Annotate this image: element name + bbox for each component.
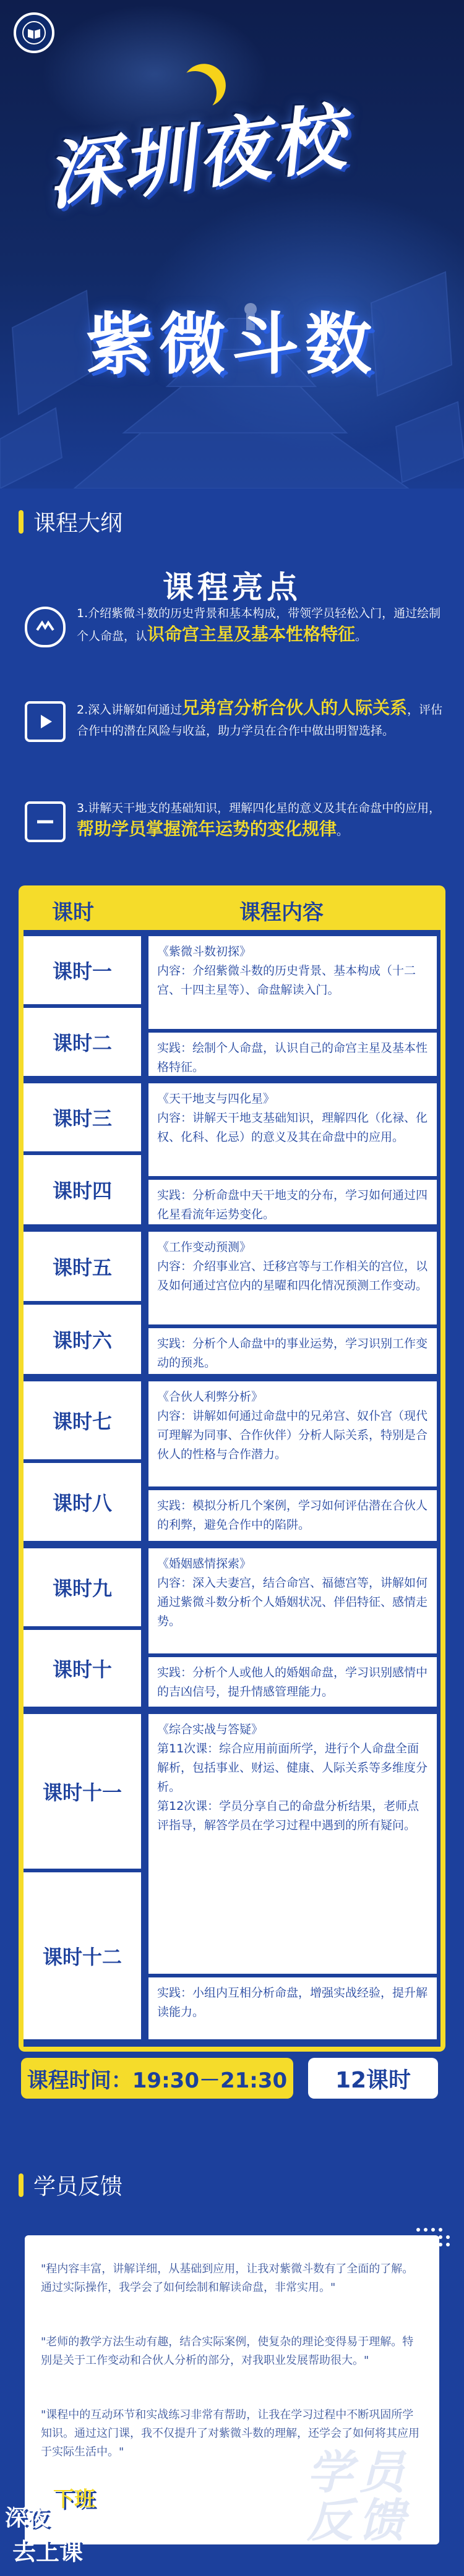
sticker-text: 去上课	[12, 2538, 84, 2565]
outline-section-label: 课程大纲	[33, 511, 123, 536]
course-time-badge: 课程时间：19:30－21:30	[21, 2058, 293, 2099]
table-header-row	[24, 890, 440, 930]
section-marker	[19, 510, 24, 534]
highlight-text-2: 2.深入讲解如何通过兄弟宫分析合伙人的人际关系，评估合作中的潜在风险与收益，助力学员在合作中做出明智选择。	[77, 697, 443, 738]
course-time-row	[19, 2053, 445, 2105]
content-cell: 实践：分析个人命盘中的事业运势，学习识别工作变动的预兆。	[148, 1328, 437, 1374]
presentation-icon	[25, 701, 66, 742]
lesson-cell: 课时八	[24, 1463, 141, 1541]
highlight-text-1: 1.介绍紫微斗数的历史背景和基本构成，带领学员轻松入门，通过绘制个人命盘，认识命宫主星及基本性格特征。	[77, 607, 441, 644]
feedback-section-label: 学员反馈	[33, 2174, 123, 2199]
content-cell: 实践：模拟分析几个案例，学习如何评估潜在合伙人的利弊，避免合作中的陷阱。	[148, 1490, 437, 1541]
feedback-section-header	[19, 2169, 122, 2201]
column-header-content: 课程内容	[239, 900, 324, 925]
lesson-cell: 课时四	[24, 1155, 141, 1224]
sticker-text: 深夜	[5, 2506, 50, 2531]
feedback-quote: "课程中的互动环节和实战练习非常有帮助，让我在学习过程中不断巩固所学知识。通过这门课，我不仅提升了对紫微斗数的理解，还学会了如何将其应用于实际生活中。"	[41, 2408, 419, 2459]
hero-title-line2: 紫微斗数	[85, 306, 378, 383]
outline-section-header	[19, 506, 122, 537]
feedback-watermark: 学员反馈	[307, 2446, 411, 2548]
lesson-cell: 课时五	[24, 1232, 141, 1301]
content-cell: 《综合实战与答疑》 第11次课：综合应用前面所学，进行个人命盘全面解析，包括事业、财运、健康、人际关系等多维度分析。 第12次课：学员分享自己的命盘分析结果，老师点评指导，解答学员在学习过程中遇到的所有疑问。	[148, 1714, 437, 1974]
hero-banner	[0, 0, 464, 488]
lesson-cell: 课时十二	[24, 1872, 141, 2039]
lesson-cell: 课时十	[24, 1630, 141, 1707]
section-marker	[19, 2173, 24, 2197]
lesson-cell: 课时七	[24, 1381, 141, 1459]
table-body	[24, 930, 440, 2047]
feedback-quote: "程内容丰富，讲解详细，从基础到应用，让我对紫微斗数有了全面的了解。通过实际操作，我学会了如何绘制和解读命盘，非常实用。"	[41, 2263, 414, 2294]
content-cell: 实践：小组内互相分析命盘，增强实战经验，提升解读能力。	[148, 1977, 437, 2039]
column-header-lesson: 课时	[52, 900, 94, 925]
content-cell: 《紫微斗数初探》 内容：介绍紫微斗数的历史背景、基本构成（十二宫、十四主星等）、命盘解读入门。	[148, 936, 437, 1029]
content-cell: 《工作变动预测》 内容：介绍事业宫、迁移宫等与工作相关的宫位，以及如何通过宫位内的星曜和四化情况预测工作变动。	[148, 1232, 437, 1324]
night-class-sticker	[0, 2480, 105, 2576]
content-cell: 《天干地支与四化星》 内容：讲解天干地支基础知识，理解四化（化禄、化权、化科、化忌）的意义及其在命盘中的应用。	[148, 1083, 437, 1176]
lightbulb-icon	[25, 607, 66, 647]
lesson-cell: 课时一	[24, 936, 141, 1004]
highlight-text-3: 3.讲解天干地支的基础知识，理解四化星的意义及其在命盘中的应用，帮助学员掌握流年运势的变化规律。	[77, 801, 441, 839]
course-hours-badge: 12课时	[308, 2058, 438, 2099]
hero-title-line1: 深圳夜校	[41, 93, 352, 221]
highlight-item-3	[25, 798, 445, 842]
book-icon	[22, 20, 46, 45]
feedback-quote: "老师的教学方法生动有趣，结合实际案例，使复杂的理论变得易于理解。特别是关于工作变动和合伙人分析的部分，对我职业发展帮助很大。"	[41, 2335, 414, 2367]
sticker-text: 下班	[53, 2487, 95, 2512]
content-cell: 实践：绘制个人命盘，认识自己的命宫主星及基本性格特征。	[148, 1033, 437, 1076]
content-cell: 实践：分析命盘中天干地支的分布，学习如何通过四化星看流年运势变化。	[148, 1180, 437, 1224]
content-cell: 《婚姻感情探索》 内容：深入夫妻宫，结合命宫、福德宫等，讲解如何通过紫微斗数分析个人婚姻状况、伴侣特征、感情走势。	[148, 1548, 437, 1653]
chat-icon	[25, 801, 66, 842]
lesson-cell: 课时六	[24, 1305, 141, 1374]
lesson-cell: 课时十一	[24, 1714, 141, 1869]
highlight-item-1	[25, 603, 445, 647]
content-cell: 实践：分析个人或他人的婚姻命盘，学习识别感情中的吉凶信号，提升情感管理能力。	[148, 1657, 437, 1707]
school-logo	[14, 12, 54, 53]
lesson-cell: 课时九	[24, 1548, 141, 1626]
lesson-cell: 课时三	[24, 1083, 141, 1151]
lesson-cell: 课时二	[24, 1008, 141, 1076]
content-cell: 《合伙人利弊分析》 内容：讲解如何通过命盘中的兄弟宫、奴仆宫（现代可理解为同事、合作伙伴）分析人际关系，特别是合伙人的性格与合作潜力。	[148, 1381, 437, 1486]
course-schedule-table	[19, 885, 445, 2052]
highlight-item-2	[25, 697, 445, 742]
highlights-title: 课程亮点	[163, 569, 301, 605]
